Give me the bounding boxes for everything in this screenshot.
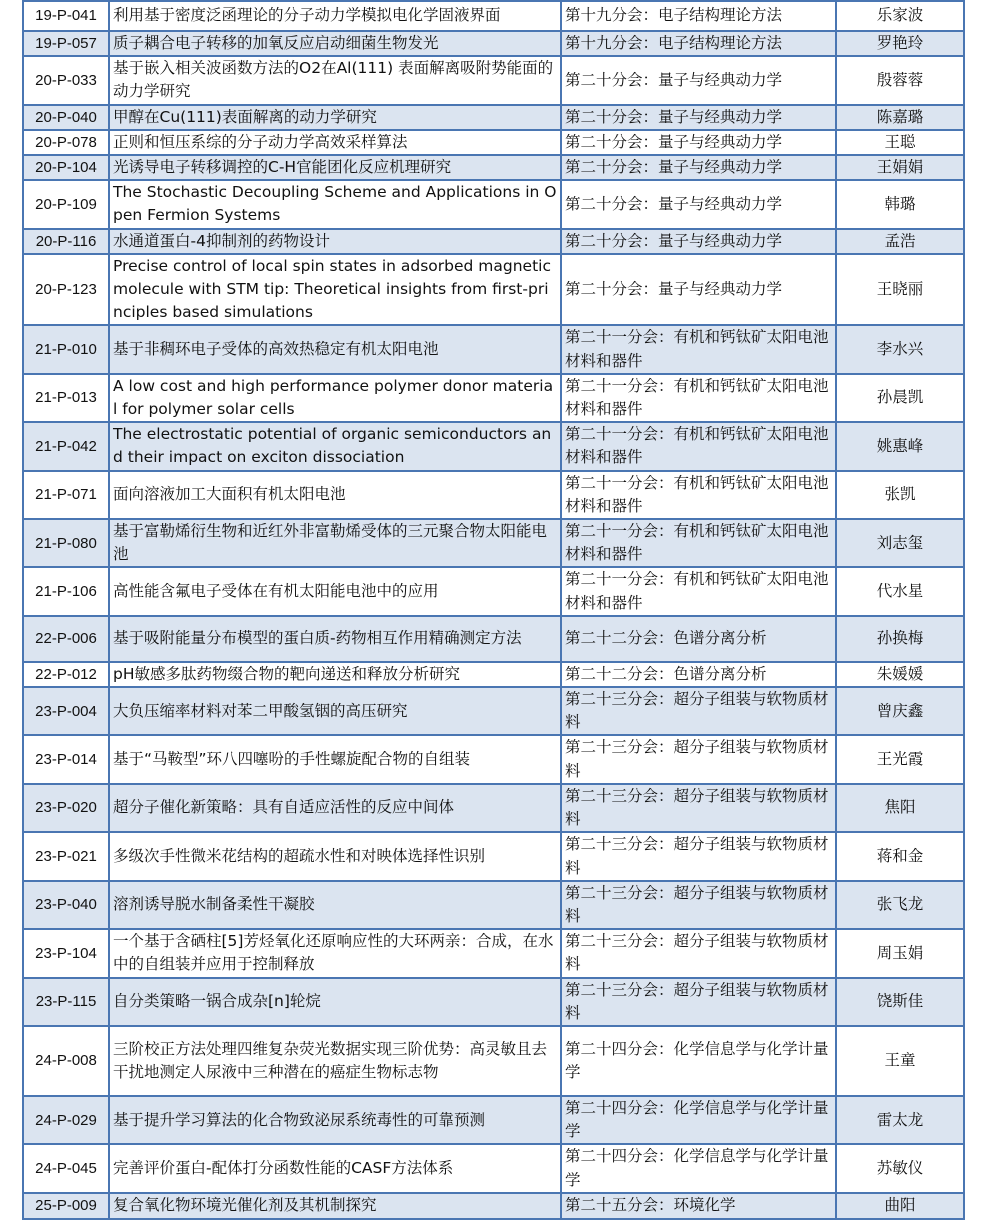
table-row <box>23 155 964 180</box>
poster-title-cell: The Stochastic Decoupling Scheme and Applications in Open Fermion Systems <box>109 180 561 228</box>
table-row <box>23 881 964 929</box>
presenter-name-cell: 王聪 <box>836 130 964 155</box>
poster-code-cell: 23-P-104 <box>23 929 109 977</box>
presenter-name-cell: 陈嘉璐 <box>836 105 964 130</box>
session-cell: 第二十三分会：超分子组装与软物质材料 <box>561 832 836 880</box>
poster-code-cell: 20-P-116 <box>23 229 109 254</box>
presenter-name-cell: 王娟娟 <box>836 155 964 180</box>
poster-title-cell: The electrostatic potential of organic semiconductors and their impact on exciton dissociation <box>109 422 561 470</box>
poster-code-cell: 19-P-041 <box>23 1 109 31</box>
presenter-name-cell: 乐家波 <box>836 1 964 31</box>
table-row <box>23 519 964 567</box>
poster-code-cell: 21-P-013 <box>23 374 109 422</box>
poster-code-cell: 22-P-012 <box>23 662 109 687</box>
session-cell: 第二十一分会：有机和钙钛矿太阳电池材料和器件 <box>561 519 836 567</box>
table-row <box>23 687 964 735</box>
presenter-name-cell: 王光霞 <box>836 735 964 783</box>
table-row <box>23 31 964 56</box>
poster-code-cell: 20-P-078 <box>23 130 109 155</box>
poster-title-cell: 利用基于密度泛函理论的分子动力学模拟电化学固液界面 <box>109 1 561 31</box>
poster-title-cell: pH敏感多肽药物缀合物的靶向递送和释放分析研究 <box>109 662 561 687</box>
session-cell: 第二十分会：量子与经典动力学 <box>561 155 836 180</box>
session-cell: 第二十四分会：化学信息学与化学计量学 <box>561 1144 836 1192</box>
poster-code-cell: 21-P-106 <box>23 567 109 615</box>
session-cell: 第二十一分会：有机和钙钛矿太阳电池材料和器件 <box>561 567 836 615</box>
presenter-name-cell: 孙晨凯 <box>836 374 964 422</box>
poster-code-cell: 20-P-123 <box>23 254 109 326</box>
table-row <box>23 1 964 31</box>
session-cell: 第二十四分会：化学信息学与化学计量学 <box>561 1026 836 1096</box>
presenter-name-cell: 韩璐 <box>836 180 964 228</box>
table-row <box>23 56 964 104</box>
poster-title-cell: 水通道蛋白-4抑制剂的药物设计 <box>109 229 561 254</box>
session-cell: 第二十分会：量子与经典动力学 <box>561 56 836 104</box>
poster-code-cell: 23-P-021 <box>23 832 109 880</box>
session-cell: 第二十分会：量子与经典动力学 <box>561 254 836 326</box>
table-row <box>23 616 964 662</box>
session-cell: 第二十三分会：超分子组装与软物质材料 <box>561 881 836 929</box>
presenter-name-cell: 曾庆鑫 <box>836 687 964 735</box>
session-cell: 第二十二分会：色谱分离分析 <box>561 616 836 662</box>
poster-code-cell: 24-P-045 <box>23 1144 109 1192</box>
session-cell: 第二十二分会：色谱分离分析 <box>561 662 836 687</box>
session-cell: 第二十一分会：有机和钙钛矿太阳电池材料和器件 <box>561 471 836 519</box>
presenter-name-cell: 焦阳 <box>836 784 964 832</box>
presenter-name-cell: 张飞龙 <box>836 881 964 929</box>
table-row <box>23 929 964 977</box>
poster-code-cell: 23-P-004 <box>23 687 109 735</box>
table-row <box>23 1144 964 1192</box>
poster-code-cell: 25-P-009 <box>23 1193 109 1219</box>
presenter-name-cell: 苏敏仪 <box>836 1144 964 1192</box>
poster-code-cell: 21-P-071 <box>23 471 109 519</box>
poster-title-cell: 甲醇在Cu(111)表面解离的动力学研究 <box>109 105 561 130</box>
poster-title-cell: 大负压缩率材料对苯二甲酸氢铟的高压研究 <box>109 687 561 735</box>
session-cell: 第二十分会：量子与经典动力学 <box>561 130 836 155</box>
presenter-name-cell: 刘志玺 <box>836 519 964 567</box>
poster-title-cell: 溶剂诱导脱水制备柔性干凝胶 <box>109 881 561 929</box>
table-row <box>23 229 964 254</box>
poster-title-cell: Precise control of local spin states in adsorbed magnetic molecule with STM tip: Theoretical insights from first-principles based simulations <box>109 254 561 326</box>
poster-title-cell: 基于嵌入相关波函数方法的O2在Al(111) 表面解离吸附势能面的动力学研究 <box>109 56 561 104</box>
table-row <box>23 325 964 373</box>
presenter-name-cell: 张凯 <box>836 471 964 519</box>
session-cell: 第二十三分会：超分子组装与软物质材料 <box>561 735 836 783</box>
poster-code-cell: 21-P-042 <box>23 422 109 470</box>
poster-title-cell: 基于非稠环电子受体的高效热稳定有机太阳电池 <box>109 325 561 373</box>
poster-title-cell: 自分类策略一锅合成杂[n]轮烷 <box>109 978 561 1026</box>
table-row <box>23 254 964 326</box>
poster-schedule-table <box>22 0 965 1220</box>
presenter-name-cell: 孟浩 <box>836 229 964 254</box>
table-row <box>23 978 964 1026</box>
table-row <box>23 1096 964 1144</box>
presenter-name-cell: 姚惠峰 <box>836 422 964 470</box>
poster-code-cell: 21-P-010 <box>23 325 109 373</box>
session-cell: 第十九分会：电子结构理论方法 <box>561 31 836 56</box>
poster-title-cell: 多级次手性微米花结构的超疏水性和对映体选择性识别 <box>109 832 561 880</box>
session-cell: 第二十一分会：有机和钙钛矿太阳电池材料和器件 <box>561 422 836 470</box>
presenter-name-cell: 雷太龙 <box>836 1096 964 1144</box>
session-cell: 第二十分会：量子与经典动力学 <box>561 180 836 228</box>
poster-code-cell: 23-P-115 <box>23 978 109 1026</box>
table-body <box>23 1 964 1219</box>
poster-title-cell: 基于富勒烯衍生物和近红外非富勒烯受体的三元聚合物太阳能电池 <box>109 519 561 567</box>
presenter-name-cell: 罗艳玲 <box>836 31 964 56</box>
poster-title-cell: 基于提升学习算法的化合物致泌尿系统毒性的可靠预测 <box>109 1096 561 1144</box>
poster-title-cell: 基于吸附能量分布模型的蛋白质-药物相互作用精确测定方法 <box>109 616 561 662</box>
presenter-name-cell: 王童 <box>836 1026 964 1096</box>
poster-code-cell: 23-P-040 <box>23 881 109 929</box>
poster-title-cell: 质子耦合电子转移的加氧反应启动细菌生物发光 <box>109 31 561 56</box>
session-cell: 第十九分会：电子结构理论方法 <box>561 1 836 31</box>
table-row <box>23 1193 964 1219</box>
poster-title-cell: 三阶校正方法处理四维复杂荧光数据实现三阶优势：高灵敏且去干扰地测定人尿液中三种潜在的癌症生物标志物 <box>109 1026 561 1096</box>
poster-title-cell: A low cost and high performance polymer donor material for polymer solar cells <box>109 374 561 422</box>
table-row <box>23 1026 964 1096</box>
poster-title-cell: 完善评价蛋白-配体打分函数性能的CASF方法体系 <box>109 1144 561 1192</box>
poster-code-cell: 24-P-029 <box>23 1096 109 1144</box>
session-cell: 第二十三分会：超分子组装与软物质材料 <box>561 978 836 1026</box>
session-cell: 第二十三分会：超分子组装与软物质材料 <box>561 784 836 832</box>
table-row <box>23 784 964 832</box>
poster-code-cell: 20-P-033 <box>23 56 109 104</box>
poster-title-cell: 正则和恒压系综的分子动力学高效采样算法 <box>109 130 561 155</box>
poster-title-cell: 复合氧化物环境光催化剂及其机制探究 <box>109 1193 561 1219</box>
presenter-name-cell: 周玉娟 <box>836 929 964 977</box>
poster-code-cell: 21-P-080 <box>23 519 109 567</box>
table-row <box>23 567 964 615</box>
table-row <box>23 374 964 422</box>
poster-code-cell: 20-P-104 <box>23 155 109 180</box>
session-cell: 第二十分会：量子与经典动力学 <box>561 229 836 254</box>
presenter-name-cell: 殷蓉蓉 <box>836 56 964 104</box>
session-cell: 第二十一分会：有机和钙钛矿太阳电池材料和器件 <box>561 374 836 422</box>
poster-title-cell: 面向溶液加工大面积有机太阳电池 <box>109 471 561 519</box>
session-cell: 第二十四分会：化学信息学与化学计量学 <box>561 1096 836 1144</box>
table-row <box>23 105 964 130</box>
presenter-name-cell: 蒋和金 <box>836 832 964 880</box>
session-cell: 第二十三分会：超分子组装与软物质材料 <box>561 687 836 735</box>
table-row <box>23 471 964 519</box>
table-row <box>23 422 964 470</box>
poster-code-cell: 22-P-006 <box>23 616 109 662</box>
table-row <box>23 735 964 783</box>
table-row <box>23 130 964 155</box>
presenter-name-cell: 饶斯佳 <box>836 978 964 1026</box>
presenter-name-cell: 王晓丽 <box>836 254 964 326</box>
poster-code-cell: 24-P-008 <box>23 1026 109 1096</box>
table-row <box>23 180 964 228</box>
poster-title-cell: 基于“马鞍型”环八四噻吩的手性螺旋配合物的自组装 <box>109 735 561 783</box>
table-row <box>23 832 964 880</box>
poster-title-cell: 光诱导电子转移调控的C-H官能团化反应机理研究 <box>109 155 561 180</box>
poster-code-cell: 23-P-020 <box>23 784 109 832</box>
poster-code-cell: 23-P-014 <box>23 735 109 783</box>
presenter-name-cell: 孙换梅 <box>836 616 964 662</box>
poster-code-cell: 19-P-057 <box>23 31 109 56</box>
session-cell: 第二十五分会：环境化学 <box>561 1193 836 1219</box>
session-cell: 第二十分会：量子与经典动力学 <box>561 105 836 130</box>
poster-code-cell: 20-P-109 <box>23 180 109 228</box>
session-cell: 第二十一分会：有机和钙钛矿太阳电池材料和器件 <box>561 325 836 373</box>
presenter-name-cell: 曲阳 <box>836 1193 964 1219</box>
session-cell: 第二十三分会：超分子组装与软物质材料 <box>561 929 836 977</box>
poster-title-cell: 一个基于含硒柱[5]芳烃氧化还原响应性的大环两亲：合成，在水中的自组装并应用于控制释放 <box>109 929 561 977</box>
poster-code-cell: 20-P-040 <box>23 105 109 130</box>
poster-title-cell: 高性能含氟电子受体在有机太阳能电池中的应用 <box>109 567 561 615</box>
presenter-name-cell: 代水星 <box>836 567 964 615</box>
table-row <box>23 662 964 687</box>
presenter-name-cell: 朱媛媛 <box>836 662 964 687</box>
poster-title-cell: 超分子催化新策略：具有自适应活性的反应中间体 <box>109 784 561 832</box>
presenter-name-cell: 李水兴 <box>836 325 964 373</box>
